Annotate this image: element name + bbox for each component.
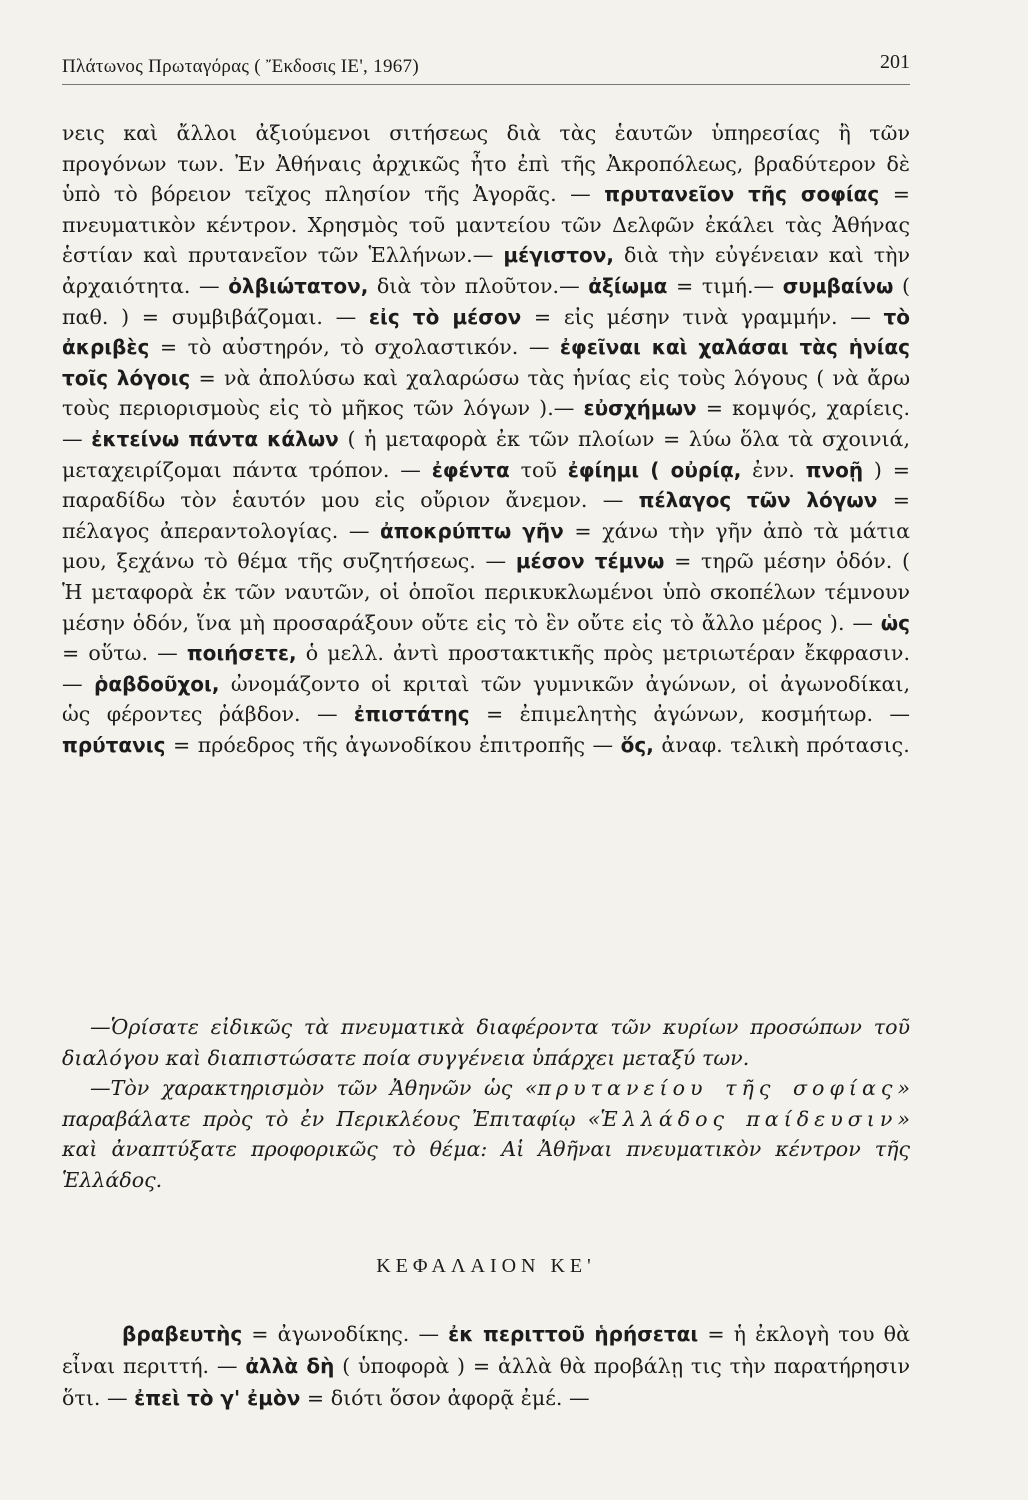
lemma: ἀλλὰ δὴ — [245, 1354, 335, 1378]
exercise-question-2 — [62, 1073, 910, 1195]
note-text: = ἡ ἐκλογὴ του θὰ εἶναι περιττή. — — [62, 1322, 910, 1378]
note-text: = τηρῶ μέσην ὁδόν. ( Ἡ μεταφορὰ ἐκ τῶν ναυτῶν, οἱ ὁποῖοι περικυκλωμένοι ὑπὸ σκοπέλων τέμνουν μέσην ὁδόν, ἵνα μὴ προσαράξουν οὔτε εἰς τὸ ἓν οὔτε εἰς τὸ ἄλλο μέρος ). — — [62, 549, 910, 635]
page-number: 201 — [880, 51, 910, 73]
lemma: ἐπεὶ τὸ γ' ἐμὸν — [134, 1386, 301, 1410]
lemma: ποιήσετε, — [186, 641, 297, 666]
note-text: ὠνομάζοντο οἱ κριταὶ τῶν γυμνικῶν ἀγώνων, οἱ ἀγωνοδίκαι, ὡς φέροντες ῥάβδον. — — [62, 671, 910, 727]
lemma: μέγιστον, — [503, 243, 614, 268]
running-title: Πλάτωνος Πρωταγόρας ( Ἔκδοσις ΙΕ', 1967) — [62, 56, 419, 77]
lemma: βραβευτὴς — [122, 1322, 243, 1346]
note-text: ἀναφ. τελικὴ πρότασις. — [653, 732, 910, 757]
lemma: ὀλβιώτατον, — [228, 273, 369, 298]
note-text: = τιμή.— — [667, 273, 783, 298]
lemma: συμβαίνω — [782, 273, 894, 298]
lemma: τὸ ἀκριβὲς — [62, 304, 910, 360]
note-text: = οὕτω. — — [62, 641, 187, 666]
lemma: ἐκ περιττοῦ ἡρήσεται — [448, 1322, 699, 1346]
note-text: = τὸ αὐστηρόν, τὸ σχολαστικόν. — — [149, 335, 560, 360]
note-text: διὰ τὴν εὐγένειαν καὶ τὴν ἀρχαιότητα. — — [62, 243, 910, 298]
chapter-heading: ΚΕΦΑΛΑΙΟΝ ΚΕ' — [376, 1255, 596, 1277]
note-text: = πρόεδρος τῆς ἀγωνοδίκου ἐπιτροπῆς — — [165, 732, 621, 757]
note-text: ἐνν. — [741, 457, 806, 482]
note-text: = ἀγωνοδίκης. — — [242, 1322, 449, 1346]
exercises — [62, 1012, 910, 1196]
lemma: πρύτανις — [62, 732, 166, 757]
lemma: πρυτανεῖον τῆς σοφίας — [604, 182, 880, 207]
exercise-text: » παραβάλατε πρὸς τὸ ἐν Περικλέους Ἐπιταφίῳ « — [62, 1076, 910, 1131]
note-text: = χάνω τὴν γῆν ἀπὸ τὰ μάτια μου, ξεχάνω τὸ θέμα τῆς συζητήσεως. — — [62, 518, 911, 574]
lemma: ἐφέντα — [431, 457, 510, 482]
glossary-paragraph — [62, 1318, 910, 1414]
chapter-glossary — [62, 1318, 910, 1414]
lemma: ἀξίωμα — [588, 273, 668, 298]
exercise-text: —Τὸν χαρακτηρισμὸν τῶν Ἀθηνῶν ὡς « — [90, 1076, 538, 1101]
exercise-text: » καὶ ἀναπτύξατε προφορικῶς τὸ θέμα: Αἱ Ἀθῆναι πνευματικὸν κέντρον τῆς Ἑλλάδος. — [62, 1106, 910, 1192]
lemma: ῥαβδοῦχοι, — [94, 671, 220, 696]
note-text: ( παθ. ) = συμβιβάζομαι. — — [62, 273, 910, 329]
note-text: = διότι ὅσον ἀφορᾷ ἐμέ. — — [300, 1386, 590, 1410]
note-text: ( ὑποφορὰ ) = ἀλλὰ θὰ προβάλῃ τις τὴν παρατήρησιν ὅτι. — — [62, 1354, 910, 1410]
lemma: ἐφεῖναι καὶ χαλάσαι τὰς ἡνίας τοῖς λόγοις — [62, 335, 910, 390]
lemma: ὅς, — [620, 732, 654, 757]
lemma: πέλαγος τῶν λόγων — [638, 488, 878, 513]
note-text: ὁ μελλ. ἀντὶ προστακτικῆς πρὸς μετριωτέραν ἔκφρασιν. — — [62, 641, 910, 696]
exercise-question-1: —Ὁρίσατε εἰδικῶς τὰ πνευματικὰ διαφέροντα τῶν κυρίων προσώπων τοῦ διαλόγου καὶ διαπιστώσατε ποία συγγένεια ὑπάρχει μεταξύ των. — [62, 1015, 910, 1070]
note-text: = πέλαγος ἀπεραντολογίας. — — [62, 488, 910, 543]
note-text: = εἰς μέσην τινὰ γραμμήν. — — [521, 304, 884, 329]
note-text: ) = παραδίδω τὸν ἑαυτόν μου εἰς οὔριον ἄνεμον. — — [62, 457, 910, 513]
lemma: πνοῇ — [805, 457, 864, 482]
note-text: = νὰ ἀπολύσω καὶ χαλαρώσω τὰς ἡνίας εἰς τοὺς λόγους ( νὰ ἄρω τοὺς περιορισμοὺς εἰς τὸ μῆκος τῶν λόγων ).— — [62, 365, 910, 421]
lemma: ἐφίημι ( οὐρίᾳ, — [567, 457, 742, 482]
spaced-quote: Ἑλλάδος παίδευσιν — [600, 1106, 898, 1131]
lemma: ὡς — [880, 610, 910, 635]
note-text: = πνευματικὸν κέντρον. Χρησμὸς τοῦ μαντείου τῶν Δελφῶν ἐκάλει τὰς Ἀθήνας ἑστίαν καὶ πρυτανεῖον τῶν Ἑλλήνων.— — [62, 182, 910, 268]
lemma: εἰς τὸ μέσον — [368, 304, 522, 329]
lemma: ἐπιστάτης — [353, 702, 470, 727]
lemma: ἀποκρύπτω γῆν — [380, 518, 564, 543]
note-text: νεις καὶ ἄλλοι ἀξιούμενοι σιτήσεως διὰ τὰς ἑαυτῶν ὑπηρεσίας ἢ τῶν προγόνων των. Ἐν Ἀθήναις ἀρχικῶς ἦτο ἐπὶ τῆς Ἀκροπόλεως, βραδύτερον δὲ ὑπὸ τὸ βόρειον τεῖχος πλησίον τῆς Ἀγορᾶς. — — [62, 121, 910, 207]
lemma: ἐκτείνω πάντα κάλων — [91, 426, 339, 451]
note-text: = ἐπιμελητὴς ἀγώνων, κοσμήτωρ. — — [469, 702, 910, 727]
spaced-quote: πρυτανείου τῆς σοφίας — [537, 1076, 898, 1101]
lemma: εὐσχήμων — [583, 396, 697, 421]
glossary-paragraph — [62, 118, 910, 760]
glossary-notes — [62, 118, 910, 760]
page-header — [62, 44, 910, 85]
note-text: διὰ τὸν πλοῦτον.— — [368, 273, 589, 298]
note-text: = κομψός, χαρίεις.— — [62, 396, 910, 451]
lemma: μέσον τέμνω — [515, 549, 665, 574]
note-text: ( ἡ μεταφορὰ ἐκ τῶν πλοίων = λύω ὅλα τὰ σχοινιά, μεταχειρίζομαι πάντα τρόπον. — — [62, 426, 911, 482]
note-text: τοῦ — [509, 457, 568, 482]
